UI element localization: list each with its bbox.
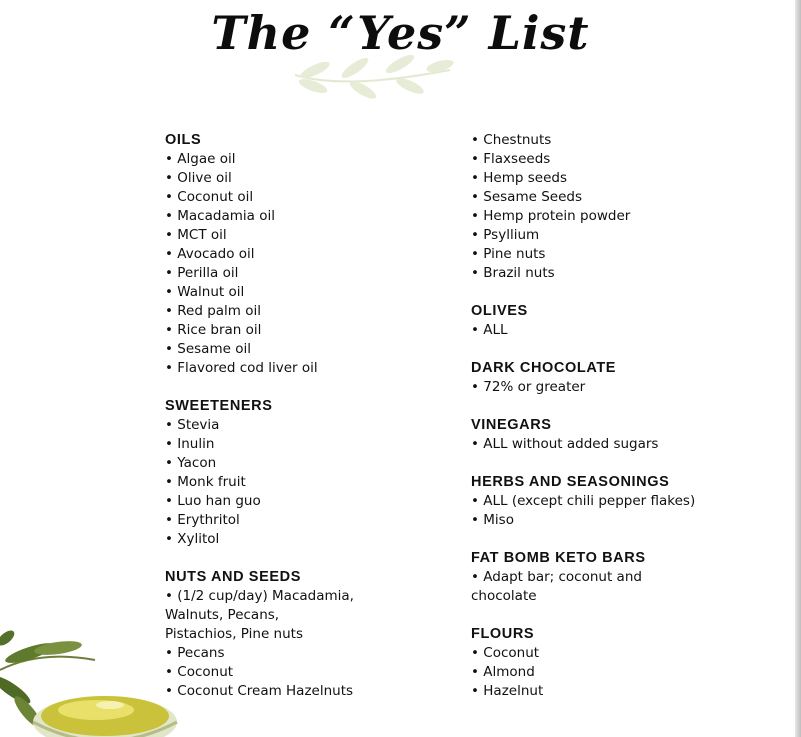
list-item: • Coconut <box>471 644 771 663</box>
section-heading: OILS <box>165 132 202 148</box>
title-area <box>0 0 801 110</box>
list-item: • Yacon <box>165 454 435 473</box>
section-sweeteners <box>165 397 435 549</box>
list-item: • Red palm oil <box>165 302 435 321</box>
list-item: • Walnut oil <box>165 283 435 302</box>
item-list <box>471 378 771 397</box>
item-list <box>165 587 435 701</box>
list-item: • Brazil nuts <box>471 264 771 283</box>
list-item: • Xylitol <box>165 530 435 549</box>
list-item: • Adapt bar; coconut and chocolate <box>471 568 771 606</box>
list-item: • Olive oil <box>165 169 435 188</box>
list-item: • Flaxseeds <box>471 150 771 169</box>
section-oils <box>165 131 435 378</box>
section-olives <box>471 302 771 340</box>
section-nuts-and-seeds <box>165 568 435 701</box>
list-item: • Psyllium <box>471 226 771 245</box>
section-fat-bomb-keto-bars <box>471 549 771 606</box>
list-item: • Luo han guo <box>165 492 435 511</box>
section-herbs-and-seasonings <box>471 473 771 530</box>
item-list <box>471 321 771 340</box>
list-item: • Sesame oil <box>165 340 435 359</box>
item-list <box>471 644 771 701</box>
list-item: • MCT oil <box>165 226 435 245</box>
section-vinegars <box>471 416 771 454</box>
item-list <box>471 492 771 530</box>
list-item: • Flavored cod liver oil <box>165 359 435 378</box>
list-item: • Coconut oil <box>165 188 435 207</box>
item-list <box>471 131 771 283</box>
page-edge-shadow <box>795 0 801 737</box>
item-list <box>165 150 435 378</box>
list-item: • Chestnuts <box>471 131 771 150</box>
list-item: • Pine nuts <box>471 245 771 264</box>
list-item: • Almond <box>471 663 771 682</box>
section-flours <box>471 625 771 701</box>
item-list <box>471 435 771 454</box>
section-heading: DARK CHOCOLATE <box>471 360 617 376</box>
list-item: • Coconut Cream Hazelnuts <box>165 682 435 701</box>
list-item: • Hazelnut <box>471 682 771 701</box>
list-item: • (1/2 cup/day) Macadamia, Walnuts, Pecans, Pistachios, Pine nuts <box>165 587 435 644</box>
list-item: • Inulin <box>165 435 435 454</box>
list-item: • Macadamia oil <box>165 207 435 226</box>
olive-oil-bowl-illustration <box>0 590 200 737</box>
list-item: • Avocado oil <box>165 245 435 264</box>
section-heading: FAT BOMB KETO BARS <box>471 550 646 566</box>
list-item: • Rice bran oil <box>165 321 435 340</box>
item-list <box>471 568 771 606</box>
list-item: • Algae oil <box>165 150 435 169</box>
section-nuts-continued <box>471 131 771 283</box>
list-item: • Erythritol <box>165 511 435 530</box>
section-heading: SWEETENERS <box>165 398 273 414</box>
section-heading: NUTS AND SEEDS <box>165 569 301 585</box>
list-item: • ALL (except chili pepper flakes) <box>471 492 771 511</box>
section-heading: OLIVES <box>471 303 528 319</box>
list-item: • Stevia <box>165 416 435 435</box>
list-item: • Monk fruit <box>165 473 435 492</box>
list-item: • Sesame Seeds <box>471 188 771 207</box>
list-item: • 72% or greater <box>471 378 771 397</box>
section-dark-chocolate <box>471 359 771 397</box>
list-item: • Perilla oil <box>165 264 435 283</box>
section-heading: VINEGARS <box>471 417 552 433</box>
left-column <box>165 131 435 720</box>
list-item: • ALL <box>471 321 771 340</box>
item-list <box>165 416 435 549</box>
list-item: • Hemp protein powder <box>471 207 771 226</box>
list-item: • Coconut <box>165 663 435 682</box>
list-item: • Pecans <box>165 644 435 663</box>
list-item: • Miso <box>471 511 771 530</box>
section-heading: HERBS AND SEASONINGS <box>471 474 670 490</box>
section-heading: FLOURS <box>471 626 535 642</box>
right-column <box>471 131 771 720</box>
list-item: • Hemp seeds <box>471 169 771 188</box>
page-title: The “Yes” List <box>211 6 590 60</box>
list-item: • ALL without added sugars <box>471 435 771 454</box>
